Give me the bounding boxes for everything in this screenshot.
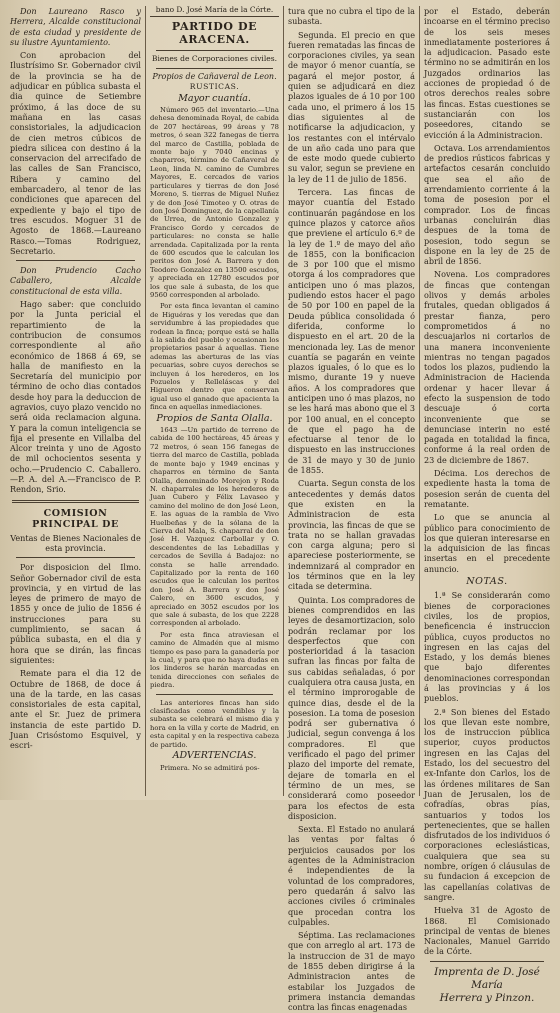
public-announcement: Lo que se anuncia al público para conocimiento de los que quieran interesarse en la adquisicion de las fincas insertas en el precedente anuncio.	[424, 512, 550, 574]
propios-santa-olalla-heading: Propios de Santa Olalla.	[156, 412, 273, 424]
bienes-subtitle: Bienes de Corporaciones civiles.	[151, 54, 278, 64]
primera-continuation: tura que no cubra el tipo de la subasta.	[288, 6, 415, 27]
columns	[6, 5, 554, 1013]
advertencia-cuarta: Cuarta. Segun consta de los antecedentes y demás datos que existen en la Administracion de esta provincia, las fincas de que se trata no se hallan gravadas con carga alguna; pero si apareciese posteriormente, se indemnizará al comprador en los términos que en la ley citada se determina.	[288, 478, 415, 592]
column-4	[420, 6, 554, 1004]
advertencia-novena: Novena. Los compradores de fincas que contengan olivos y demás arboles frutales, quedan obligados á prestar fianza, pero comprometidos á no descuajarlos ni cortarlos de una manera inconveniente mientras no tengan pagados todos los plazos, pudiendo la Administracion de Hacienda ordenar y hacer llevar á efecto la suspension de todo descuaje ó corta inconveniente que se denunciase interin no esté pagada en totalidad la finca, conforme á la real orden de 23 de diciembre de 1867.	[424, 269, 550, 465]
advertencia-octava: Octava. Los arrendamientos de predios rústicos fabricas y artefactos cesarán concluido que sea el año de arrendamiento corriente á la toma de posesion por el comprador. Los de fincas urbanas concluirán dias despues de la toma de posesion, todo segun se dispone en la ley de 25 de abril de 1856.	[424, 142, 550, 267]
advertencia-septima: Séptima. Las reclamaciones que con arreglo al art. 173 de la instruccion de 31 de mayo de 1855 deben dirigirse á la Administracion antes de estabilar los Juzgados de primera instancia demandas contra las fincas enagenadas	[288, 930, 415, 1013]
auction-date-paragraph: Remate para el dia 12 de Octubre de 1868, de doce á una de la tarde, en las casas consistoriales de esta capital, ante el Sr. Juez de primera instancia de este partido D. Juan Crisóstomo Esquivel, y escri-	[10, 668, 141, 751]
commission-subtitle: Ventas de Bienes Nacionales de esta provincia.	[10, 532, 141, 553]
imprint-line-1: Imprenta de D. José María	[434, 965, 540, 991]
property-965: Número 965 del inventario.—Una dehesa denominada Royal, de cabida de 207 hectáreas, 99 áreas y 78 metros, ó sean 322 fanegas de tierra del marco de Castilla, poblada de monte bajo y 7040 encinas y chaparros, término de Cañaveral de Leon, linda N. camino de Cumbres Mayores, E. cercados de varios particulares y tierras de don José Moreno, S. tierras de Miguel Nuñez y de don José Timoteo y O. otras de don José Dominguez, de la capellanía de Urrea, de Antonio Gonzalez y Francisco Gordo y cercados de particulares: no consta se halle arrendada. Capitalizada por la renta de 600 escudos que le calculan los peritos don José A. Barrera y don Teodoro Gonzalez en 13500 escudos, y apreciada en 12780 escudos por los que sale á subasta, de los que 9560 corresponden al arbolado.	[150, 106, 279, 299]
advertencia-tercera: Tercera. Las fincas de mayor cuantía del Estado continuarán pagándose en los quince plazos y catorce años que previene el artículo 6.º de la ley de 1.º de mayo del año de 1855, con la bonificacion de 3 por 100 que el mismo otorga á los compradores que anticipen uno ó mas plazos, pudiendo estos hacer el pago de 50 por 100 en papel de la Deuda pública consolidada ó diferida, conforme lo dispuesto en el art. 20 de la mencionada ley. Las de menor cuantía se pagarán en veinte plazos iguales, ó lo que es lo mismo, durante 19 y nueve años. A los compradores que anticipen uno ó mas plazos, no se les hará mas abono que el 3 por 100 anual, en el concepto de que el pago ha de efectuarse al tenor de lo dispuesto en las instrucciones de 31 de mayo y 30 de junio de 1855.	[288, 187, 415, 476]
signature-date: Huelva 31 de Agosto de 1868. El Comisionado principal de ventas de bienes Nacionales, Manuel Garrido de la Córte.	[424, 905, 550, 957]
divider	[16, 557, 135, 558]
notice-heading-moguer: Don Laureano Rasco y Herrera, Alcalde constitucional de esta ciudad y presidente de su ilustre Ayuntamiento.	[10, 6, 141, 47]
property-965-note: Por esta finca levantan el camino de Higuéras y los veredas que dan servidumbre á las propiedades que rodean la finca; porque está se halla á la salida del pueblo y ocasionan los propietarios pasar á aquellas. Tiene ademas las aberturas de las vías pecuarias, sobre cuyos derechos se incluyen á los herederos, en los Pozuelos y Relleláscas y del Higueron dentro que conservan igual uso el ganado que apacienta la finca en aquellas inmediaciones.	[150, 302, 279, 412]
imprint-line-2: Herrera y Pinzon.	[439, 991, 535, 1004]
column-3	[284, 6, 420, 1013]
commission-title: COMISION PRINCIPAL DE	[32, 507, 119, 530]
notice-heading-villalba: Don Prudencio Cacho Caballero, Alcalde constitucional de esta villa.	[10, 265, 141, 296]
divider	[430, 961, 544, 962]
section-divider	[12, 500, 139, 503]
divider	[16, 260, 135, 261]
classification-note: Las anteriores fincas han sido clasificadas como vendibles y la subasta se celebrará el mismo dia y hora en la villa y corte de Madrid, en esta capital y en la respectiva cabeza de partido.	[150, 698, 279, 749]
divider	[156, 50, 273, 51]
mayor-cuantia-heading: Mayor cuantía.	[178, 92, 251, 104]
column-1	[6, 6, 146, 796]
septima-continuation: por el Estado, deberán incoarse en el término preciso de los seis meses inmediatamente posteriores á la adjudicacion. Pasado este término no se admitirán en los Juzgados ordinarios las acciones de propiedad ó de otros derechos reales sobre las fincas. Estas cuestiones se sustanciarán con los poseedores, citando se evicción á la Administracion.	[424, 6, 550, 140]
property-1643: 1643 —Un partido de terreno de cabida de 100 hectáreas, 45 áreas y 72 metros, ó sean 156 fanegas de tierra del marco de Castilla, poblada de monte bajo y 1949 encinas y chaparros en término de Santa Olalla, denominado Morejon y Roda N. chaparrales de los herederos de Juan Cubero y Félix Lavaseo y camino del molino de don José Leon, E. las aguas de la rambla de Vivo Huelbeñas y de la sólana de la Cierva del Mala, S. chaparral de don José H. Vazquez Carbollar y O. descendentes de las Lebadillas y cercados de Sevilla á Badajoz: no consta se halle arrendado. Capitalizado por la renta de 160 escudos que le calculan los peritos don José A. Barrera y don José Calero, en 3600 escudos, y apreciado en 3052 escudos por los que sale á subasta, de los que 2228 corresponden al arbolado.	[150, 426, 279, 628]
advertencia-sexta: Sexta. El Estado no anulará las ventas por faltas ó perjuicios causados por los agentes de la Administracion é independientes de la voluntad de los compradores, pero quedarán á salvo las acciones civiles ó criminales que procedan contra los culpables.	[288, 824, 415, 927]
notas-heading: NOTAS.	[466, 576, 508, 588]
nota-1: 1.ª Se considerarán como bienes de corporaciones civiles, los de propios, beneficencia é instruccion pública, cuyos productos no ingresen en las cajas del Estado, y los demás bienes que bajo diferentes denominaciones correspondan á las provincias y á los pueblos.	[424, 590, 550, 704]
propios-heading: Propios de Cañaveral de Leon.	[152, 71, 277, 81]
notice-body-moguer: Con aprobacion del Ilustrísimo Sr. Gobernador civil de la provincia se ha de adjudicar en pública subasta el dia quince de Setiembre próximo, á las doce de su mañana en las casas consistoriales, la adjudicacion de cien metros cúbicos de piedra silicea con destino á la conservacion del arrecifado de las calles de San Francisco, Ribera y camino del embarcadero, al tenor de las condiciones que aparecen del expediente y bajo el tipo de tres escudos. Moguer 31 de Agosto de 1868.—Laureano Rasco.—Tomas Rodriguez, Secretario.	[10, 50, 141, 256]
property-1643-note: Por esta finca atraviesan el camino de Almadén que al mismo tiempo es paso para la ganadería por la cual, y para que no haya dudas en los linderos se harán marcadas en tenida direcciones con señales de piedra.	[150, 630, 279, 690]
advertencia-quinta: Quinta. Los compradores de bienes comprendidos en las leyes de desamortizacion, solo podrán reclamar por los desperfectos que con posterioridad á la tasacion sufran las fincas por falta de sus cabidas señaladas, ó por cualquiera otra causa justa, en el término improrogable de quince dias, desde el de la posesion. La toma de posesion podrá ser gubernativa ó judicial, segun convenga á los compradores. El que verificado el pago del primer plazo del importe del remate, dejare de tomarla en el término de un mes, se considerará como poseedor para los efectos de esta disposicion.	[288, 594, 415, 821]
notice-body-villalba: Hago saber: que concluido por la Junta pericial el repartimiento de la contribucion de consumos correspondiente al año económico de 1868 á 69, se halla de manifiesto en la Secretaría del municipio por término de ocho dias contados desde hoy para la deduccion de agravios, cuyo plazo vencido no será oida reclamacion alguna. Y para la comun inteligencia se fija el presente en Villalba del Alcor treinta y uno de Agosto de mil ochocientos sesenta y ocho.—Prudencio C. Caballero.—P. A. del A.—Francisco de P. Rendon, Srio.	[10, 299, 141, 495]
rusticas-heading: RUSTICAS.	[189, 82, 240, 92]
commission-intro: Por disposicion del Ilmo. Señor Gobernador civil de esta provincia, y en virtud de las leyes de primero de mayo de 1855 y once de julio de 1856 é instrucciones para su cumplimiento, se sacan á pública subasta, en el dia y hora que se dirán, las fincas siguientes:	[10, 562, 141, 665]
advertencia-decima: Décima. Los derechos de expediente hasta la toma de posesion serán de cuenta del rematante.	[424, 468, 550, 509]
advertencia-segunda: Segunda. El precio en que fueren rematadas las fincas de corporaciones civiles, ya sean de mayor ó menor cuantía, se pagará el mejor postor, á quien se adjudicará en diez plazos iguales de á 10 por 100 cada uno, el primero á los 15 dias siguientes al de notificarse la adjudicacion, y los restantes con el intérvalo de un año cada uno para que de este modo quede cubierto su valor, segun se previene en la ley de 11 de julio de 1856.	[288, 29, 415, 184]
divider	[156, 694, 273, 695]
nota-2: 2.ª Son bienes del Estado los que llevan este nombre, los de instruccion pública superior, cuyos productos ingresen en las Cajas del Estado, los del secuestro del ex-Infante don Carlos, los de las órdenes militares de San Juan de Jerusalen, los de cofradías, obras pías, santuarios y todos los pertenecientes, que se hallen disfrutados de los individuos ó corporaciones eclesiásticas, cualquiera que sea su nombre, orígen ó cláusulas de su fundacion á excepcion de las capellanías colativas de sangre.	[424, 706, 550, 902]
column-2	[146, 6, 284, 796]
divider	[156, 68, 273, 69]
partido-title: PARTIDO DE ARACENA.	[171, 20, 258, 47]
advertencias-heading: ADVERTENCIAS.	[172, 750, 257, 762]
column-2-header: bano D. José María de la Córte.	[150, 6, 279, 17]
advertencia-primera: Primera. No se admitirá pos-	[160, 763, 260, 772]
